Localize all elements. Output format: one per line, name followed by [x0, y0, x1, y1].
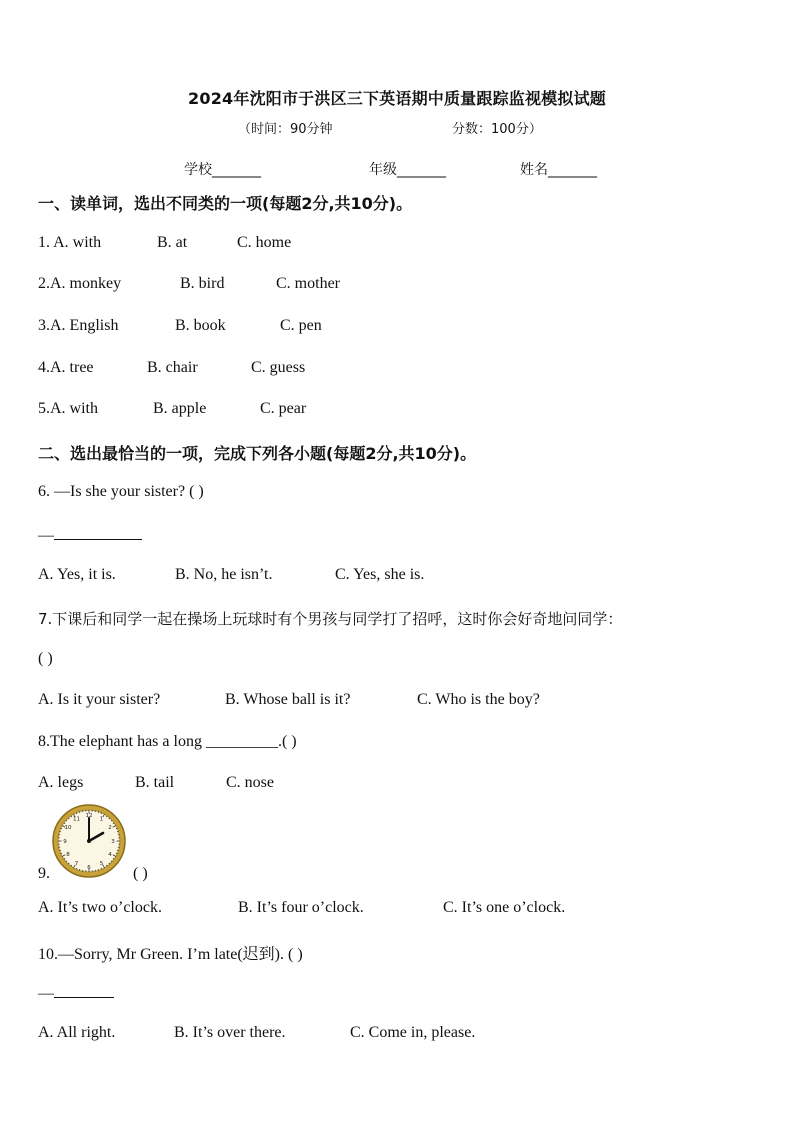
q8-option-a: A. legs	[38, 774, 84, 791]
q4-option-c: C. guess	[251, 359, 306, 376]
q10-option-c: C. Come in, please.	[350, 1024, 476, 1041]
svg-text:1: 1	[99, 816, 104, 823]
exam-score: 分数：100分）	[452, 122, 542, 137]
q6-option-b: B. No, he isn’t.	[175, 566, 273, 583]
svg-text:4: 4	[108, 852, 112, 858]
svg-text:6: 6	[87, 865, 91, 871]
svg-text:8: 8	[66, 852, 70, 858]
svg-text:12: 12	[85, 813, 93, 819]
school-field: 学校_______	[184, 162, 261, 178]
q1-option-c: C. home	[237, 234, 292, 251]
svg-text:2: 2	[108, 825, 112, 831]
q1-option-a: 1. A. with	[38, 234, 102, 251]
exam-time: （时间：90分钟	[238, 122, 333, 137]
q4-option-a: 4.A. tree	[38, 359, 94, 376]
q10-option-a: A. All right.	[38, 1024, 116, 1041]
section-1-heading: 一、读单词，选出不同类的一项(每题2分,共10分)。	[38, 194, 413, 213]
question-3	[38, 317, 322, 335]
q6-options	[38, 566, 425, 584]
q8-options	[38, 774, 274, 792]
q2-option-b: B. bird	[180, 275, 225, 292]
question-4	[38, 359, 306, 377]
question-5	[38, 400, 307, 418]
q9-number: 9.	[38, 865, 50, 882]
clock-icon	[51, 803, 127, 879]
q10-options	[38, 1024, 476, 1042]
q2-option-a: 2.A. monkey	[38, 275, 122, 292]
clock-tick	[101, 813, 102, 814]
q8-stem: 8.The elephant has a long _________.( )	[38, 733, 297, 750]
clock-tick	[76, 868, 77, 869]
q7-option-a: A. Is it your sister?	[38, 691, 161, 708]
q10-answer-line	[38, 983, 114, 1003]
clock-tick	[101, 868, 102, 869]
q10-dash: —	[38, 985, 54, 1002]
q6-blank	[54, 525, 142, 540]
q6-option-a: A. Yes, it is.	[38, 566, 116, 583]
q7-option-b: B. Whose ball is it?	[225, 691, 351, 708]
clock-tick	[61, 828, 62, 829]
q10-option-b: B. It’s over there.	[174, 1024, 286, 1041]
q4-option-b: B. chair	[147, 359, 198, 376]
q9-paren: ( )	[133, 865, 148, 882]
q10-blank	[54, 983, 114, 998]
svg-text:9: 9	[63, 839, 67, 845]
clock-tick	[61, 853, 62, 854]
q7-options	[38, 691, 540, 709]
question-2	[38, 275, 340, 293]
page-title: 2024年沈阳市于洪区三下英语期中质量跟踪监视模拟试题	[188, 89, 606, 108]
name-field: 姓名_______	[520, 162, 597, 178]
q1-option-b: B. at	[157, 234, 188, 251]
q5-option-c: C. pear	[260, 400, 307, 417]
q9-options	[38, 899, 566, 917]
svg-text:10: 10	[64, 825, 72, 831]
q5-option-a: 5.A. with	[38, 400, 98, 417]
q3-option-a: 3.A. English	[38, 317, 119, 334]
q10-stem: 10.—Sorry, Mr Green. I’m late(迟到). ( )	[38, 946, 303, 963]
q9-option-a: A. It’s two o’clock.	[38, 899, 162, 916]
clock-tick	[116, 828, 117, 829]
svg-text:11: 11	[73, 816, 80, 823]
q7-option-c: C. Who is the boy?	[417, 691, 540, 708]
clock-tick	[116, 853, 117, 854]
q5-option-b: B. apple	[153, 400, 207, 417]
clock-tick	[76, 813, 77, 814]
svg-text:7: 7	[74, 861, 79, 867]
section-2-heading: 二、选出最恰当的一项，完成下列各小题(每题2分,共10分)。	[38, 444, 477, 463]
q7-paren: ( )	[38, 650, 53, 667]
svg-text:3: 3	[111, 839, 115, 845]
q6-answer-line	[38, 525, 142, 545]
q6-dash: —	[38, 527, 54, 544]
q7-stem: 7.下课后和同学一起在操场上玩球时有个男孩与同学打了招呼，这时你会好奇地问同学：	[38, 610, 623, 628]
q9-option-c: C. It’s one o’clock.	[443, 899, 566, 916]
q6-stem: 6. —Is she your sister? ( )	[38, 483, 204, 500]
question-1	[38, 234, 292, 252]
q6-option-c: C. Yes, she is.	[335, 566, 425, 583]
q8-option-b: B. tail	[135, 774, 175, 791]
svg-text:5: 5	[99, 861, 104, 867]
grade-field: 年级_______	[369, 162, 446, 178]
q3-option-b: B. book	[175, 317, 226, 334]
q9-option-b: B. It’s four o’clock.	[238, 899, 364, 916]
q3-option-c: C. pen	[280, 317, 322, 334]
q8-option-c: C. nose	[226, 774, 274, 791]
q2-option-c: C. mother	[276, 275, 340, 292]
